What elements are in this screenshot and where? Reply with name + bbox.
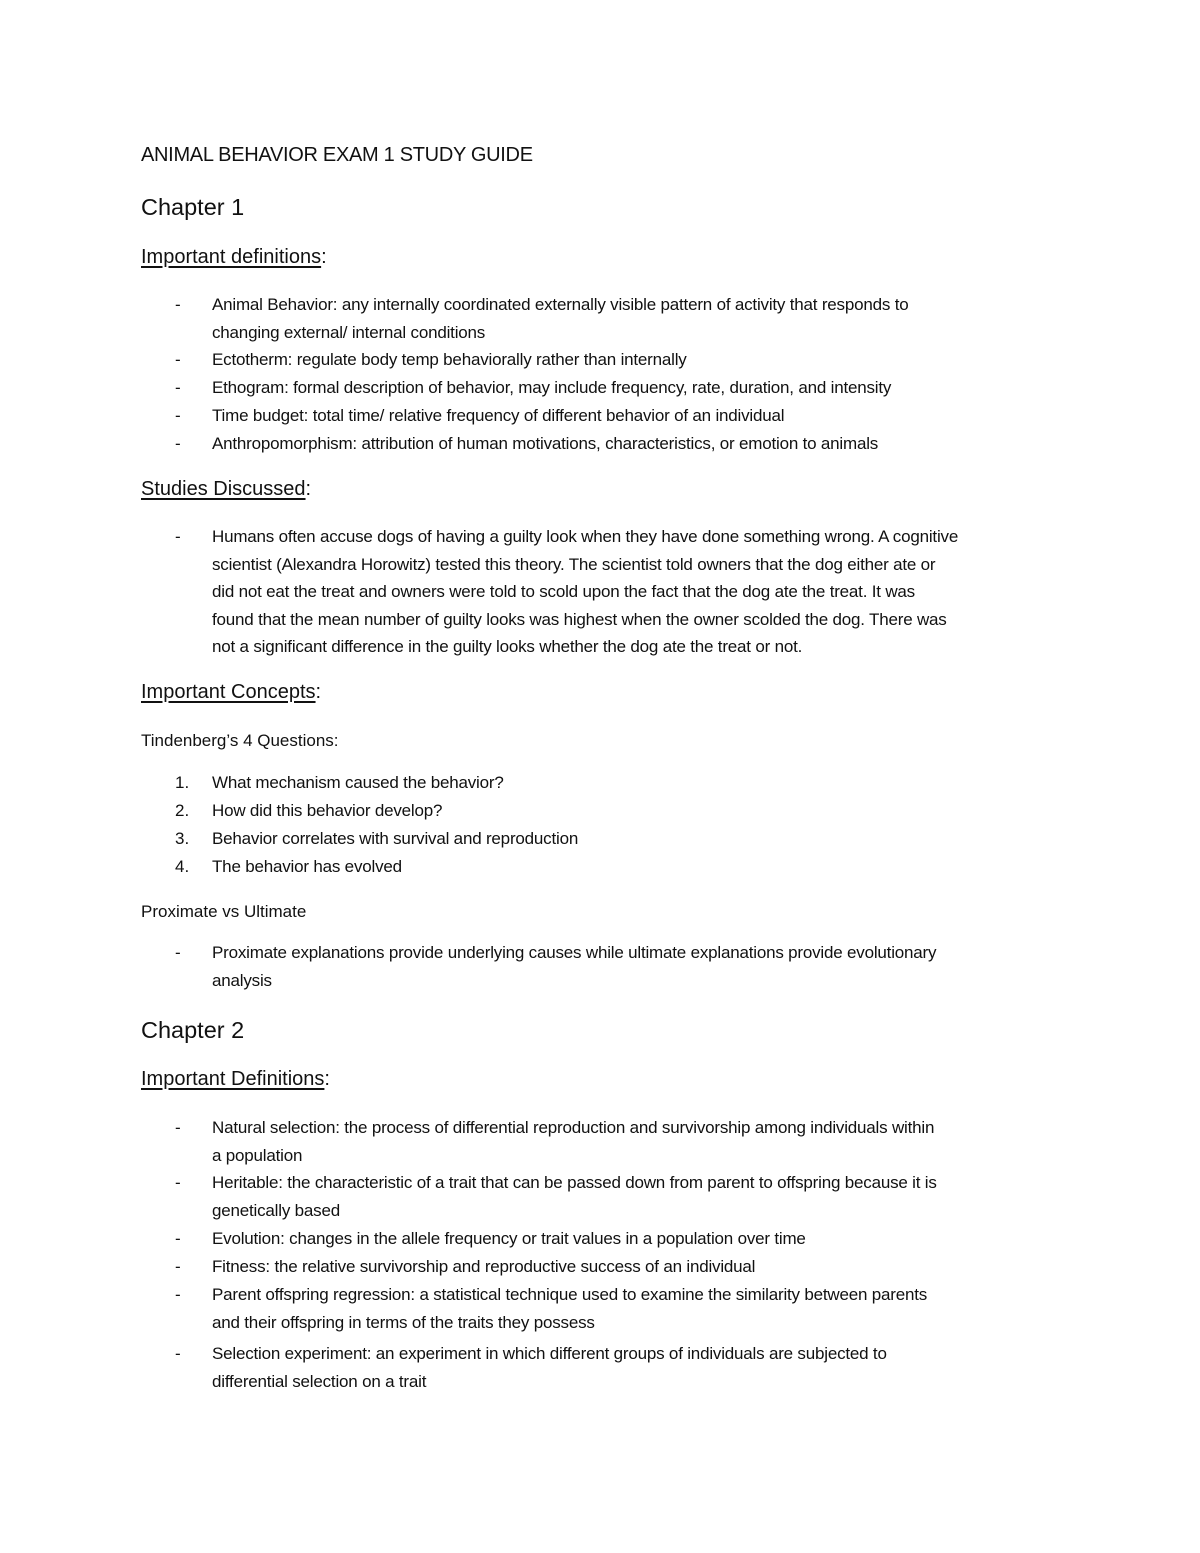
ch2-definitions-heading: Important Definitions: xyxy=(141,1068,330,1090)
proximate-ultimate-item-bullet: - xyxy=(175,943,181,962)
ch2-definition-bullet: - xyxy=(175,1173,181,1192)
ch1-definition-bullet: - xyxy=(175,434,181,453)
ch2-definition-text: a population xyxy=(212,1145,303,1165)
tinbergen-label: Tindenberg’s 4 Questions: xyxy=(141,731,339,750)
ch2-definition-bullet: - xyxy=(175,1344,181,1363)
ch2-definition-text: Selection experiment: an experiment in which different groups of individuals are subjected to xyxy=(212,1344,887,1363)
ch2-definition-text: Heritable: the characteristic of a trait that can be passed down from parent to offspring because it is xyxy=(212,1173,937,1192)
ch2-definition-text: genetically based xyxy=(212,1200,340,1220)
ch2-definition-bullet: - xyxy=(175,1118,181,1137)
tinbergen-question-text: How did this behavior develop? xyxy=(212,801,443,820)
document-title: ANIMAL BEHAVIOR EXAM 1 STUDY GUIDE xyxy=(141,144,533,166)
proximate-ultimate-label: Proximate vs Ultimate xyxy=(141,902,307,921)
tinbergen-question-text: Behavior correlates with survival and reproduction xyxy=(212,829,579,848)
ch2-definition-bullet: - xyxy=(175,1285,181,1304)
ch2-definition-text: Evolution: changes in the allele frequency or trait values in a population over time xyxy=(212,1229,806,1248)
ch1-study-bullet: - xyxy=(175,527,181,546)
ch1-definition-text: Time budget: total time/ relative frequency of different behavior of an individual xyxy=(212,406,785,425)
tinbergen-question-text: The behavior has evolved xyxy=(212,857,402,876)
ch1-definition-bullet: - xyxy=(175,406,181,425)
ch2-definition-text: Parent offspring regression: a statistical technique used to examine the similarity between parents xyxy=(212,1285,928,1304)
ch1-definition-bullet: - xyxy=(175,350,181,369)
ch1-study-text: found that the mean number of guilty looks was highest when the owner scolded the dog. There was xyxy=(212,609,947,629)
ch2-definition-bullet: - xyxy=(175,1229,181,1248)
ch1-study-text: not a significant difference in the guilty looks whether the dog ate the treat or not. xyxy=(212,637,803,656)
ch1-definition-text: Animal Behavior: any internally coordinated externally visible pattern of activity that responds to xyxy=(212,295,909,314)
ch1-definition-text: Ethogram: formal description of behavior, may include frequency, rate, duration, and intensity xyxy=(212,378,892,397)
chapter-1-heading: Chapter 1 xyxy=(141,194,245,220)
tinbergen-question-number: 1. xyxy=(175,773,190,792)
chapter-2-heading: Chapter 2 xyxy=(141,1017,245,1043)
ch1-definition-bullet: - xyxy=(175,378,181,397)
tinbergen-question-number: 4. xyxy=(175,857,190,876)
tinbergen-question-text: What mechanism caused the behavior? xyxy=(212,773,504,792)
ch1-definition-bullet: - xyxy=(175,295,181,314)
ch1-studies-heading: Studies Discussed: xyxy=(141,478,312,500)
ch1-study-text: did not eat the treat and owners were told to scold upon the fact that the dog ate the treat. It was xyxy=(212,582,915,601)
tinbergen-question-number: 3. xyxy=(175,829,190,848)
ch1-concepts-heading: Important Concepts: xyxy=(141,681,322,703)
ch2-definition-text: Fitness: the relative survivorship and reproductive success of an individual xyxy=(212,1257,756,1276)
ch1-definition-text: Anthropomorphism: attribution of human motivations, characteristics, or emotion to animals xyxy=(212,434,879,453)
ch1-study-text: scientist (Alexandra Horowitz) tested this theory. The scientist told owners that the dog either ate or xyxy=(212,554,936,574)
ch2-definition-bullet: - xyxy=(175,1257,181,1276)
ch2-definition-text: differential selection on a trait xyxy=(212,1371,427,1391)
proximate-ultimate-item-text: analysis xyxy=(212,970,272,990)
ch1-definitions-heading: Important definitions: xyxy=(141,246,327,268)
ch2-definition-text: and their offspring in terms of the traits they possess xyxy=(212,1312,595,1332)
ch1-definition-text: Ectotherm: regulate body temp behaviorally rather than internally xyxy=(212,350,687,369)
tinbergen-question-number: 2. xyxy=(175,801,190,820)
proximate-ultimate-item-text: Proximate explanations provide underlying causes while ultimate explanations provide evolutionary xyxy=(212,943,937,962)
ch1-study-text: Humans often accuse dogs of having a guilty look when they have done something wrong. A cognitive xyxy=(212,527,959,546)
ch1-definition-text: changing external/ internal conditions xyxy=(212,322,486,342)
ch2-definition-text: Natural selection: the process of differential reproduction and survivorship among individuals within xyxy=(212,1118,935,1137)
